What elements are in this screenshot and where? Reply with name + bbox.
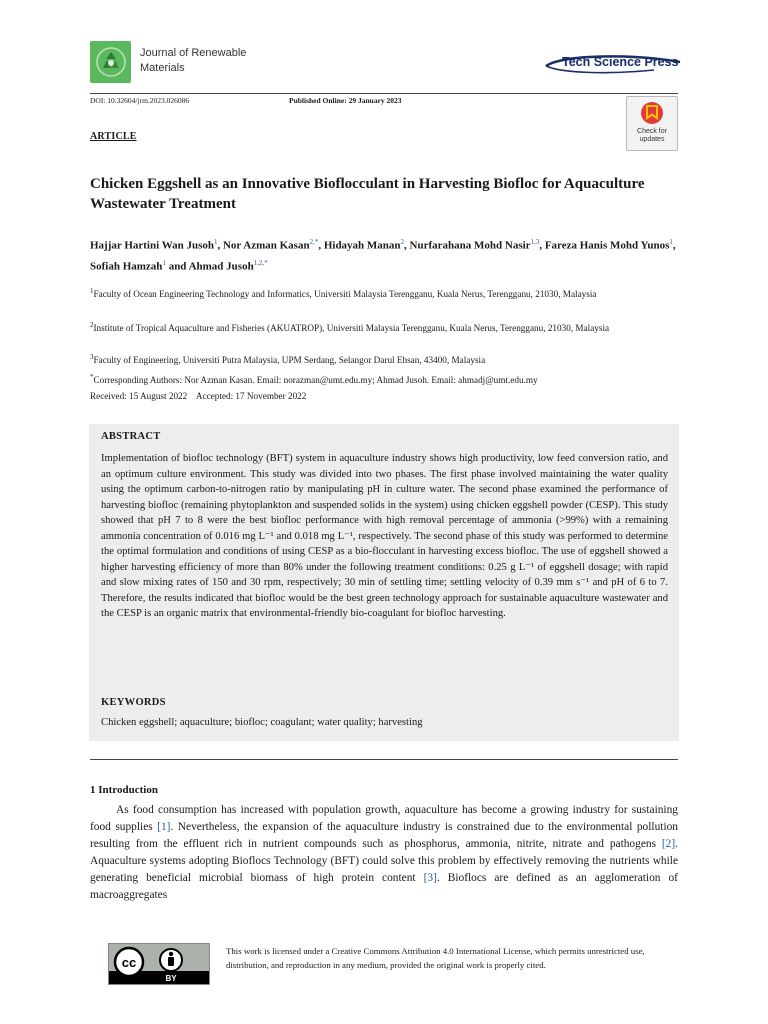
intro-text-segment: . Nevertheless, the expansion of the aquaculture industry is constrained due to the environmental pollution resulting from the effluent rich in nutrient compounds such as phosphorus, ammonia, nitrite, nitrate and pathogens (90, 821, 678, 850)
badge-line1: Check for (637, 128, 667, 135)
author-affiliation-mark[interactable]: 2,* (309, 238, 319, 246)
author-affiliation-mark[interactable]: 2 (400, 238, 405, 246)
author-name[interactable]: Hajjar Hartini Wan Jusoh (90, 239, 214, 252)
abstract-text: Implementation of biofloc technology (BFT) system in aquaculture industry shows high productivity, low feed conversion ratio, and an optimum culture environment. This study was divided into two phases. The first phase involved maintaining the water quality using the optimum carbon-to-nitrogen ratio by manipulating pH in culture water. The second phase examined the performance of harvesting biofloc (remaining phytoplankton and suspended solids in the system) using chicken eggshell powder (CESP). This study showed that pH 7 to 8 were the best biofloc performance with high removal percentage of ammonia (>99%) with a remaining ammonia concentration of 0.016 mg L⁻¹ and 0.018 mg L⁻¹, respectively. The second phase of this study was performed to determine the optimal formulation and conditions of using CESP as a bio-flocculant in harvesting excess biofloc. The use of eggshell showed a higher harvesting efficiency of more than 80% under the following treatment conditions: 0.25 g L⁻¹ of eggshell dosage; with rapid and slow mixing rates of 150 and 30 rpm, respectively; 30 min of settling time; settling velocity of 0.39 mm s⁻¹ and pH of 6 to 7. Therefore, the results indicated that biofloc would be the best green technology approach for sustainable aquaculture wastewater and the CESP is an organic matrix that environmental-friendly bio-coagulant for biofloc harvesting. (101, 453, 668, 619)
author-separator: , (404, 239, 410, 252)
section-rule (90, 759, 678, 760)
intro-text-segment: As food consumption has increased with population growth, aquaculture has become a growing industry for sustaining food supplies (90, 804, 678, 833)
badge-line2: updates (639, 136, 665, 143)
publisher-logo (544, 52, 684, 76)
keywords-text: Chicken eggshell; aquaculture; biofloc; coagulant; water quality; harvesting (101, 717, 423, 728)
recycle-icon (95, 46, 127, 78)
author-separator: and (165, 260, 189, 273)
affiliation-text: Institute of Tropical Aquaculture and Fisheries (AKUATROP), Universiti Malaysia Terengganu, Kuala Nerus, Terengganu, 21030, Malaysia (93, 323, 610, 334)
publisher-name: Tech Science Press (562, 55, 679, 69)
affiliation-text: Faculty of Ocean Engineering Technology and Informatics, Universiti Malaysia Terengganu, Kuala Nerus, Terengganu, 21030, Malaysia (93, 289, 597, 300)
author-list (90, 234, 680, 275)
author-separator: , (318, 239, 324, 252)
affiliation-3 (90, 351, 678, 367)
intro-text-segment: . Bioflocs are defined as an agglomeration of macroaggregates (90, 872, 678, 901)
affiliation-2 (90, 319, 678, 335)
corresponding-authors (90, 371, 678, 387)
affiliation-mark: 3 (90, 353, 94, 361)
author-name[interactable]: Nor Azman Kasan (222, 239, 310, 252)
check-for-updates-badge[interactable] (626, 96, 678, 151)
author-separator: , (539, 239, 545, 252)
author-name[interactable]: Hidayah Manan (323, 239, 401, 252)
intro-text-segment: . Aquaculture systems adopting Bioflocs Technology (BFT) could solve this problem by effectively removing the nutrients while generating beneficial microbial biomass of high protein content (90, 838, 678, 884)
license-text: This work is licensed under a Creative Commons Attribution 4.0 International License, which permits unrestricted use, distribution, and reproduction in any medium, provided the original work is properly cited. (226, 946, 645, 970)
citation-link[interactable]: [3] (423, 872, 437, 884)
affiliation-text: Corresponding Authors: Nor Azman Kasan. Email: norazman@umt.edu.my; Ahmad Jusoh. Email: ahmadj@umt.edu.my (93, 375, 538, 386)
intro-paragraph (90, 802, 678, 904)
author-affiliation-mark[interactable]: 1,2,* (253, 258, 268, 267)
citation-link[interactable]: [1] (157, 821, 171, 833)
article-type-label: ARTICLE (90, 131, 137, 142)
keywords-heading: KEYWORDS (101, 697, 166, 708)
author-name[interactable]: Nurfarahana Mohd Nasir (409, 239, 531, 252)
affiliation-text: Faculty of Engineering, Universiti Putra Malaysia, UPM Serdang, Selangor Darul Ehsan, 43400, Malaysia (93, 355, 486, 366)
author-separator: , (217, 239, 223, 252)
affiliation-mark: 2 (90, 321, 94, 329)
author-name[interactable]: Ahmad Jusoh (188, 260, 254, 273)
abstract-heading: ABSTRACT (101, 431, 161, 442)
author-name[interactable]: Fareza Hanis Mohd Yunos (544, 239, 670, 252)
journal-name (140, 46, 246, 76)
svg-text:cc: cc (121, 955, 137, 970)
author-separator: , (672, 239, 676, 252)
citation-link[interactable]: [2] (661, 838, 676, 850)
intro-heading: 1 Introduction (90, 784, 158, 796)
bookmark-icon (627, 99, 677, 131)
author-affiliation-mark[interactable]: 1 (213, 238, 218, 246)
header-rule (90, 93, 678, 94)
cc-by-icon (109, 944, 209, 984)
cc-by-label: BY (165, 974, 177, 983)
author-affiliation-mark[interactable]: 1 (669, 238, 673, 246)
doi[interactable]: DOI: 10.32604/jrm.2023.026086 (90, 96, 190, 105)
journal-name-line1: Journal of Renewable (140, 47, 247, 59)
journal-logo (90, 41, 131, 83)
author-affiliation-mark[interactable]: 1,3 (530, 238, 540, 246)
affiliation-mark: 1 (90, 287, 94, 295)
cc-by-license-badge[interactable] (108, 943, 210, 985)
author-name[interactable]: Sofiah Hamzah (90, 260, 163, 273)
author-affiliation-mark[interactable]: 1 (162, 258, 166, 267)
published-date: Published Online: 29 January 2023 (289, 96, 402, 105)
received-accepted-dates: Received: 15 August 2022 Accepted: 17 November 2022 (90, 391, 307, 401)
paper-title: Chicken Eggshell as an Innovative Bioflocculant in Harvesting Biofloc for Aquaculture Wastewater Treatment (90, 176, 645, 212)
journal-name-line2: Materials (140, 62, 185, 74)
affiliation-1 (90, 285, 678, 301)
affiliation-mark: * (90, 373, 94, 381)
